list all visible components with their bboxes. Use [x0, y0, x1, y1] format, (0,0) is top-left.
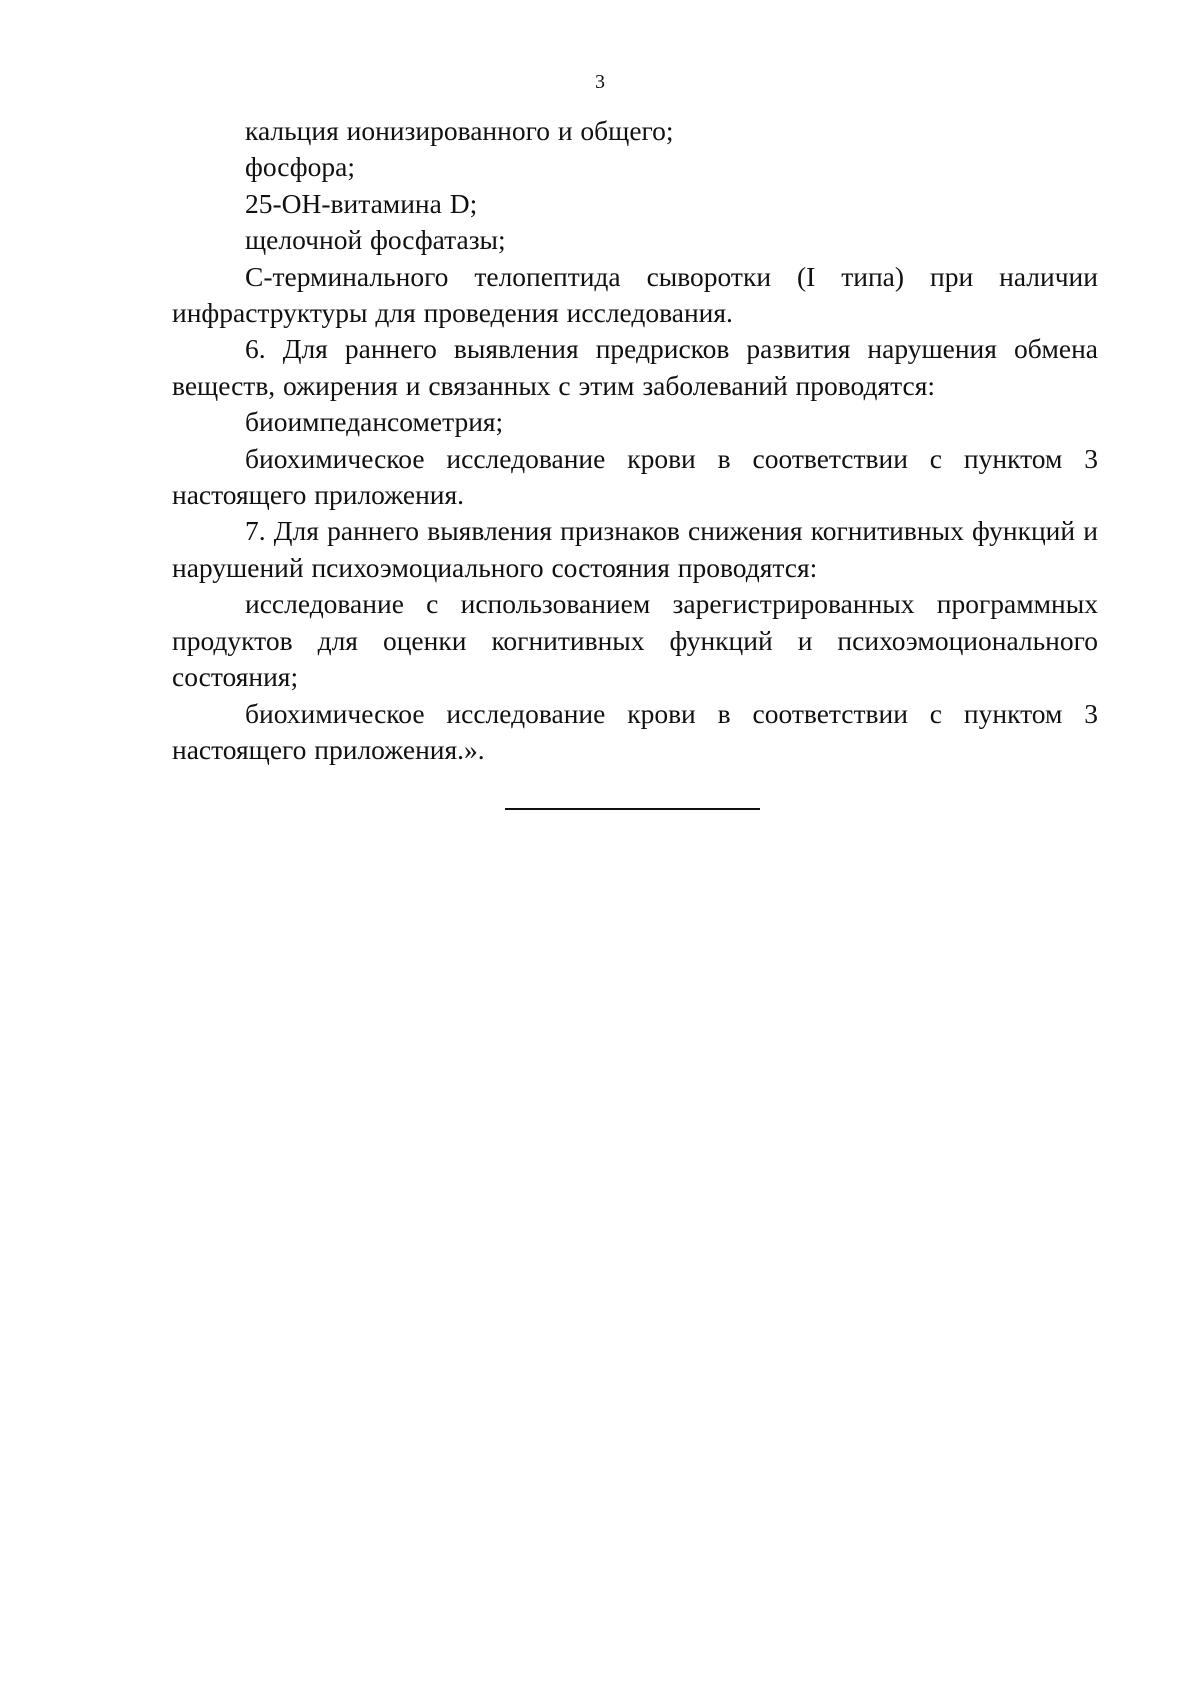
paragraph-calcium: кальция ионизированного и общего; — [245, 115, 674, 146]
paragraph-biochemistry-1: биохимическое исследование крови в соответствии с пунктом 3 настоящего приложения. — [172, 442, 1098, 511]
paragraph-phosphorus: фосфора; — [245, 151, 355, 183]
paragraph-biochemistry-2: биохимическое исследование крови в соответствии с пунктом 3 настоящего приложения.». — [172, 697, 1098, 765]
paragraph-item-7: 7. Для раннего выявления признаков снижения когнитивных функций и нарушений психоэмоциального состояния проводятся: — [172, 515, 1098, 583]
paragraph-cognitive-test: исследование с использованием зарегистрированных программных продуктов для оценки когнитивных функций и психоэмоционального состояния; — [172, 588, 1098, 693]
document-body — [172, 113, 1098, 768]
paragraph-bioimpedance: биоимпедансометрия; — [245, 406, 504, 438]
end-of-document-rule — [505, 808, 760, 810]
paragraph-c-telopeptide: С-терминального телопептида сыворотки (I типа) при наличии инфраструктуры для проведения исследования. — [172, 260, 1098, 329]
paragraph-vitamin-d: 25-ОН-витамина D; — [245, 187, 478, 219]
paragraph-alkaline-phosphatase: щелочной фосфатазы; — [245, 224, 506, 256]
page-number: 3 — [595, 71, 605, 93]
paragraph-item-6: 6. Для раннего выявления предрисков развития нарушения обмена веществ, ожирения и связанных с этим заболеваний проводятся: — [172, 333, 1098, 401]
